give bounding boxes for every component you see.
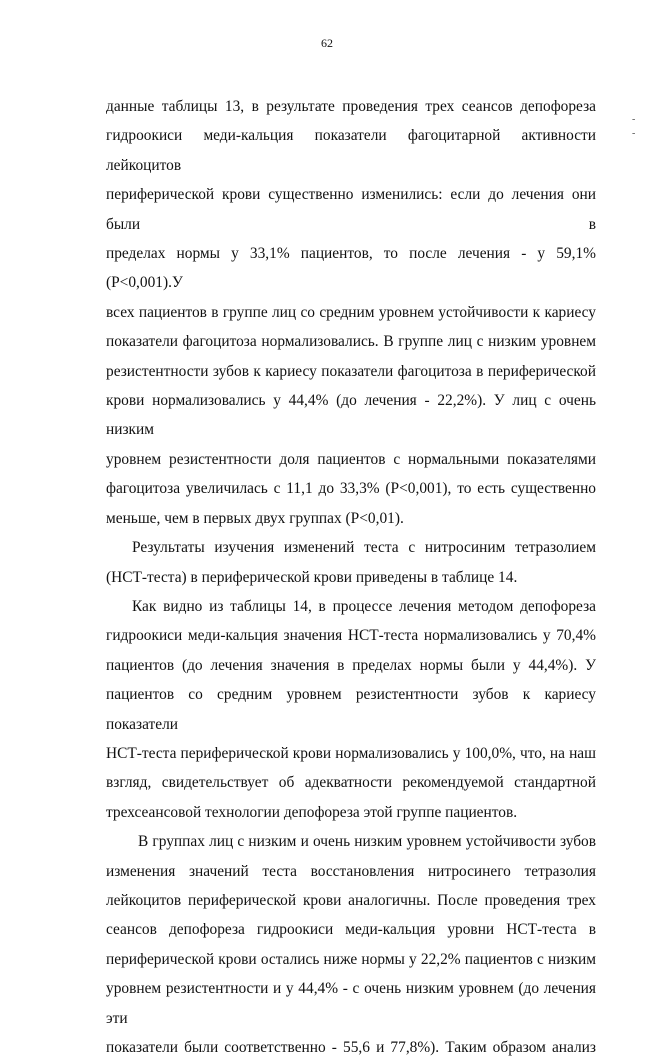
text-line: фагоцитоза увеличилась с 11,1 до 33,3% (Р<0,001), то есть существенно xyxy=(106,480,596,498)
margin-mark: - xyxy=(632,114,636,125)
text-line: крови нормализовались у 44,4% (до лечения - 22,2%). У лиц с очень низким xyxy=(106,392,596,439)
text-line: показатели фагоцитоза нормализовались. В группе лиц с низким уровнем xyxy=(106,333,596,351)
text-line: взгляд, свидетельствует об адекватности рекомендуемой стандартной xyxy=(106,774,596,792)
text-line: уровнем резистентности и у 44,4% - с очень низким уровнем (до лечения эти xyxy=(106,980,596,1027)
text-line: изменения значений теста восстановления нитросинего тетразолия xyxy=(106,862,596,880)
text-line: пациентов (до лечения значения в пределах нормы были у 44,4%). У xyxy=(106,656,596,674)
text-line: В группах лиц с низким и очень низким уровнем устойчивости зубов xyxy=(138,833,596,851)
text-line: гидроокиси меди-кальция показатели фагоцитарной активности лейкоцитов xyxy=(106,127,596,174)
text-line: Как видно из таблицы 14, в процессе лечения методом депофореза xyxy=(132,597,596,615)
text-line: пределах нормы у 33,1% пациентов, то после лечения - у 59,1% (Р<0,001).У xyxy=(106,245,596,292)
text-line: уровнем резистентности доля пациентов с нормальными показателями xyxy=(106,450,596,468)
text-line: лейкоцитов периферической крови аналогичны. После проведения трех xyxy=(106,891,596,909)
text-line: Результаты изучения изменений теста с нитросиним тетразолием xyxy=(132,539,596,557)
text-line: показатели были соответственно - 55,6 и 77,8%). Таким образом анализ xyxy=(106,1039,596,1056)
text-line: трехсеансовой технологии депофореза этой группе пациентов. xyxy=(106,803,518,821)
text-line: меньше, чем в первых двух группах (Р<0,01). xyxy=(106,509,404,527)
text-line: сеансов депофореза гидроокиси меди-кальция уровни НСТ-теста в xyxy=(106,921,596,939)
text-line: периферической крови остались ниже нормы у 22,2% пациентов с низким xyxy=(106,950,596,968)
text-line: резистентности зубов к кариесу показатели фагоцитоза в периферической xyxy=(106,362,596,380)
text-line: данные таблицы 13, в результате проведения трех сеансов депофореза xyxy=(106,98,596,115)
text-line: пациентов со средним уровнем резистентности зубов к кариесу показатели xyxy=(106,686,596,733)
text-line: всех пациентов в группе лиц со средним уровнем устойчивости к кариесу xyxy=(106,303,596,321)
text-line: гидроокиси меди-кальция значения НСТ-теста нормализовались у 70,4% xyxy=(106,627,596,645)
text-line: периферической крови существенно изменились: если до лечения они были в xyxy=(106,186,596,233)
page-number: 62 xyxy=(321,36,333,50)
margin-mark: - xyxy=(632,128,636,139)
text-line: НСТ-теста периферической крови нормализовались у 100,0%, что, на наш xyxy=(106,744,596,762)
body-text xyxy=(106,92,596,1062)
text-line: (НСТ-теста) в периферической крови приведены в таблице 14. xyxy=(106,568,518,586)
